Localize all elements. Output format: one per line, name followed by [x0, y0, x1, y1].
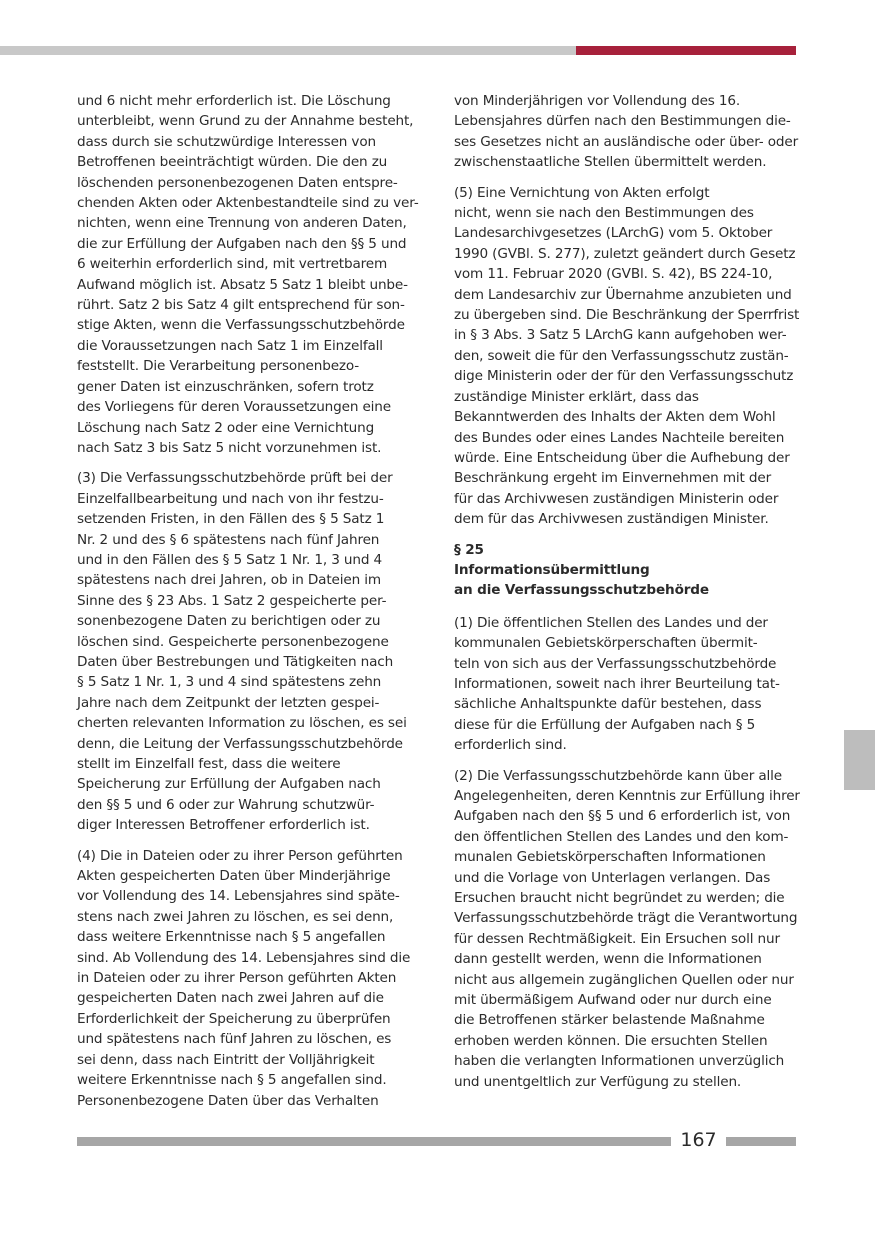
text-line: teln von sich aus der Verfassungsschutzbehörde — [454, 655, 777, 672]
text-line: nicht aus allgemein zugänglichen Quellen oder nur — [454, 971, 794, 988]
text-line: (3) Die Verfassungsschutzbehörde prüft bei der — [77, 470, 393, 487]
text-line: löschen sind. Gespeicherte personenbezogene — [77, 633, 389, 650]
text-line: die Betroffenen stärker belastende Maßnahme — [454, 1012, 765, 1029]
text-line: sonenbezogene Daten zu berichtigen oder zu — [77, 613, 381, 630]
text-line: erhoben werden können. Die ersuchten Stellen — [454, 1032, 768, 1049]
text-line: kommunalen Gebietskörperschaften übermit- — [454, 635, 758, 652]
text-line: in Dateien oder zu ihrer Person geführten Akten — [77, 970, 397, 987]
text-line: die zur Erfüllung der Aufgaben nach den §§ 5 und — [77, 235, 407, 252]
text-line: diger Interessen Betroffener erforderlich ist. — [77, 817, 370, 834]
text-line: spätestens nach drei Jahren, ob in Dateien im — [77, 572, 381, 589]
footer-bar-left — [77, 1137, 671, 1146]
text-line: Akten gespeicherten Daten über Minderjährige — [77, 868, 391, 885]
text-line: sei denn, dass nach Eintritt der Volljährigkeit — [77, 1051, 375, 1068]
text-line: die Voraussetzungen nach Satz 1 im Einzelfall — [77, 337, 383, 354]
text-line: dass weitere Erkenntnisse nach § 5 angefallen — [77, 929, 386, 946]
text-line: Sinne des § 23 Abs. 1 Satz 2 gespeicherte per- — [77, 592, 387, 609]
text-line: zuständige Minister erklärt, dass das — [454, 388, 699, 405]
text-line: munalen Gebietskörperschaften Informationen — [454, 849, 766, 866]
paragraph-section-25-1 — [454, 613, 799, 756]
text-line: § 5 Satz 1 Nr. 1, 3 und 4 sind spätestens zehn — [77, 674, 382, 691]
text-line: nichten, wenn eine Trennung von anderen Daten, — [77, 215, 407, 232]
text-line: nach Satz 3 bis Satz 5 nicht vorzunehmen ist. — [77, 439, 382, 456]
text-line: Löschung nach Satz 2 oder eine Vernichtung — [77, 419, 375, 436]
right-text-column — [454, 91, 799, 1102]
text-line: würde. Eine Entscheidung über die Aufhebung der — [454, 449, 790, 466]
text-line: dass durch sie schutzwürdige Interessen von — [77, 133, 376, 150]
text-line: erforderlich sind. — [454, 737, 567, 754]
text-line: Landesarchivgesetzes (LArchG) vom 5. Oktober — [454, 225, 773, 242]
text-line: stens nach zwei Jahren zu löschen, es sei denn, — [77, 908, 394, 925]
side-thumb-tab — [844, 730, 875, 790]
text-line: sächliche Anhaltspunkte dafür bestehen, dass — [454, 696, 762, 713]
text-line: für dessen Rechtmäßigkeit. Ein Ersuchen soll nur — [454, 930, 780, 947]
text-line: setzenden Fristen, in den Fällen des § 5 Satz 1 — [77, 511, 385, 528]
text-line: dann gestellt werden, wenn die Informationen — [454, 951, 762, 968]
text-line: vom 11. Februar 2020 (GVBl. S. 42), BS 224-10, — [454, 266, 773, 283]
text-line: haben die verlangten Informationen unverzüglich — [454, 1053, 785, 1070]
footer-bar-right — [726, 1137, 796, 1146]
text-line: weitere Erkenntnisse nach § 5 angefallen sind. — [77, 1072, 387, 1089]
text-line: (5) Eine Vernichtung von Akten erfolgt — [454, 184, 710, 201]
text-line: und unentgeltlich zur Verfügung zu stellen. — [454, 1073, 742, 1090]
left-text-column — [77, 91, 417, 1121]
text-line: stige Akten, wenn die Verfassungsschutzbehörde — [77, 317, 405, 334]
text-line: des Bundes oder eines Landes Nachteile bereiten — [454, 429, 785, 446]
text-line: den öffentlichen Stellen des Landes und den kom- — [454, 828, 789, 845]
text-line: von Minderjährigen vor Vollendung des 16. — [454, 93, 741, 109]
text-line: 1990 (GVBl. S. 277), zuletzt geändert durch Gesetz — [454, 245, 796, 262]
text-line: und 6 nicht mehr erforderlich ist. Die Löschung — [77, 93, 391, 109]
text-line: mit übermäßigem Aufwand oder nur durch eine — [454, 992, 772, 1009]
text-line: Aufwand möglich ist. Absatz 5 Satz 1 bleibt unbe- — [77, 276, 408, 293]
text-line: in § 3 Abs. 3 Satz 5 LArchG kann aufgehoben wer- — [454, 327, 787, 344]
text-line: feststellt. Die Verarbeitung personenbezo- — [77, 358, 360, 375]
text-line: vor Vollendung des 14. Lebensjahres sind späte- — [77, 888, 400, 905]
text-line: dem Landesarchiv zur Übernahme anzubieten und — [454, 286, 792, 303]
text-line: Nr. 2 und des § 6 spätestens nach fünf Jahren — [77, 531, 380, 548]
paragraph — [454, 91, 799, 173]
text-line: Beschränkung ergeht im Einvernehmen mit der — [454, 470, 772, 487]
paragraph-section-4 — [77, 846, 417, 1111]
text-line: stellt im Einzelfall fest, dass die weitere — [77, 756, 341, 772]
text-line: Bekanntwerden des Inhalts der Akten dem Wohl — [454, 409, 776, 426]
text-line: den, soweit die für den Verfassungsschutz zustän- — [454, 347, 789, 364]
text-line: chenden Akten oder Aktenbestandteile sind zu ver- — [77, 195, 419, 212]
text-line: Informationsübermittlung — [454, 561, 650, 578]
section-heading-25 — [454, 540, 799, 601]
top-decorative-bar-grey — [0, 46, 576, 55]
text-line: Ersuchen braucht nicht begründet zu werden; die — [454, 890, 785, 907]
text-line: zu übergeben sind. Die Beschränkung der Sperrfrist — [454, 307, 800, 324]
text-line: für das Archivwesen zuständigen Ministerin oder — [454, 490, 779, 507]
text-line: Informationen, soweit nach ihrer Beurteilung tat- — [454, 675, 780, 692]
text-line: 6 weiterhin erforderlich sind, mit vertretbarem — [77, 256, 388, 273]
text-line: des Vorliegens für deren Voraussetzungen eine — [77, 399, 391, 416]
text-line: diese für die Erfüllung der Aufgaben nach § 5 — [454, 716, 756, 733]
text-line: an die Verfassungsschutzbehörde — [454, 582, 709, 599]
paragraph-section-3 — [77, 468, 417, 835]
text-line: Betroffenen beeinträchtigt würden. Die den zu — [77, 154, 388, 171]
text-line: dige Ministerin oder der für den Verfassungsschutz — [454, 368, 794, 385]
text-line: Einzelfallbearbeitung und nach von ihr festzu- — [77, 490, 384, 507]
text-line: cherten relevanten Information zu löschen, es sei — [77, 715, 407, 732]
text-line: zwischenstaatliche Stellen übermittelt werden. — [454, 154, 767, 171]
text-line: Jahre nach dem Zeitpunkt der letzten gespei- — [77, 694, 380, 711]
text-line: gener Daten ist einzuschränken, sofern trotz — [77, 378, 374, 395]
text-line: Speicherung zur Erfüllung der Aufgaben nach — [77, 776, 381, 793]
text-line: Lebensjahres dürfen nach den Bestimmungen die- — [454, 113, 791, 130]
text-line: und in den Fällen des § 5 Satz 1 Nr. 1, 3 und 4 — [77, 551, 382, 568]
text-line: rührt. Satz 2 bis Satz 4 gilt entsprechend für son- — [77, 297, 405, 314]
text-line: und spätestens nach fünf Jahren zu löschen, es — [77, 1031, 392, 1048]
paragraph-section-25-2 — [454, 766, 799, 1093]
text-line: und die Vorlage von Unterlagen verlangen. Das — [454, 869, 771, 886]
text-line: Angelegenheiten, deren Kenntnis zur Erfüllung ihrer — [454, 788, 800, 804]
paragraph-section-5 — [454, 183, 799, 530]
text-line: (2) Die Verfassungsschutzbehörde kann über alle — [454, 767, 782, 784]
paragraph — [77, 91, 417, 458]
text-line: dem für das Archivwesen zuständigen Minister. — [454, 511, 769, 528]
text-line: Personenbezogene Daten über das Verhalten — [77, 1092, 379, 1109]
text-line: § 25 — [454, 541, 484, 558]
page-number: 167 — [680, 1129, 717, 1151]
text-line: nicht, wenn sie nach den Bestimmungen des — [454, 205, 754, 222]
text-line: Daten über Bestrebungen und Tätigkeiten nach — [77, 653, 394, 670]
text-line: unterbleibt, wenn Grund zu der Annahme besteht, — [77, 113, 414, 130]
text-line: Aufgaben nach den §§ 5 und 6 erforderlich ist, von — [454, 808, 791, 825]
text-line: denn, die Leitung der Verfassungsschutzbehörde — [77, 735, 403, 752]
text-line: (4) Die in Dateien oder zu ihrer Person geführten — [77, 847, 403, 864]
text-line: sind. Ab Vollendung des 14. Lebensjahres sind die — [77, 949, 411, 966]
top-decorative-bar-red — [576, 46, 796, 55]
text-line: gespeicherten Daten nach zwei Jahren auf die — [77, 990, 384, 1007]
text-line: Verfassungsschutzbehörde trägt die Verantwortung — [454, 910, 798, 927]
text-line: (1) Die öffentlichen Stellen des Landes und der — [454, 614, 768, 631]
text-line: Erforderlichkeit der Speicherung zu überprüfen — [77, 1010, 391, 1027]
text-line: den §§ 5 und 6 oder zur Wahrung schutzwür- — [77, 796, 375, 813]
text-line: ses Gesetzes nicht an ausländische oder über- oder — [454, 133, 799, 150]
text-line: löschenden personenbezogenen Daten entspre- — [77, 174, 398, 191]
